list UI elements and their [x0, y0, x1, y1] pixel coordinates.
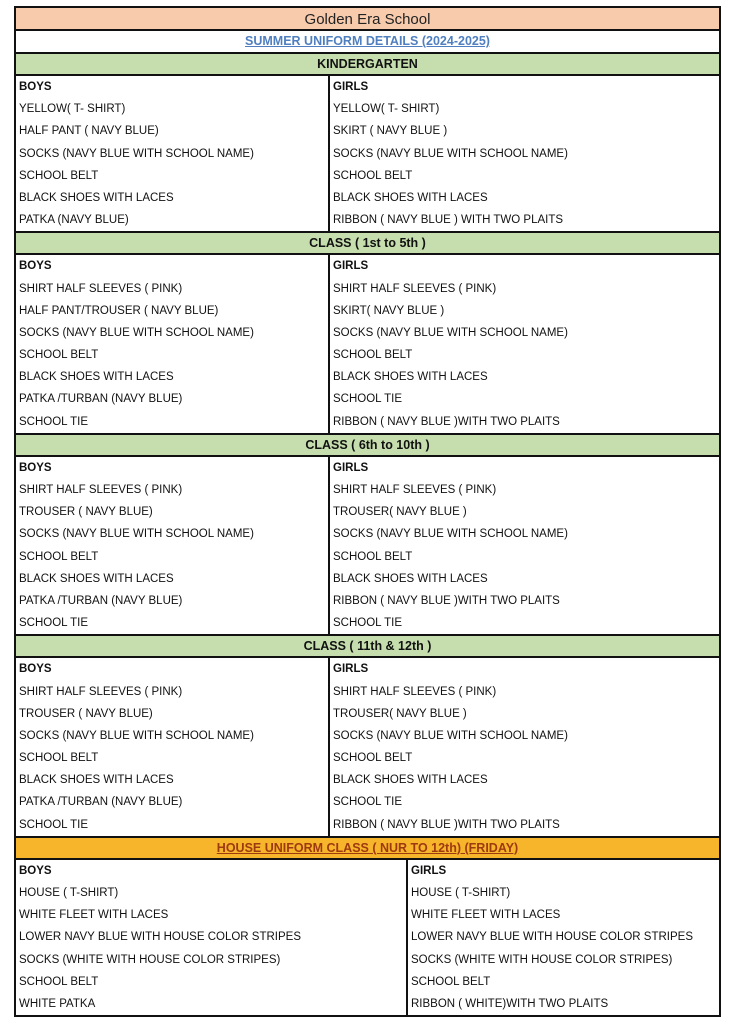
- boys-heading: BOYS: [19, 663, 52, 676]
- house-girls-item: RIBBON ( WHITE)WITH TWO PLAITS: [411, 997, 609, 1010]
- house-girls-item: HOUSE ( T-SHIRT): [411, 887, 511, 899]
- house-girls-item: LOWER NAVY BLUE WITH HOUSE COLOR STRIPES: [411, 931, 694, 944]
- girls-uniform-item: TROUSER( NAVY BLUE ): [333, 506, 467, 519]
- girls-uniform-item: SOCKS (NAVY BLUE WITH SCHOOL NAME): [333, 326, 568, 339]
- house-girls-column: [408, 860, 719, 1015]
- section-header: CLASS ( 1st to 5th ): [14, 233, 721, 255]
- boys-uniform-item: PATKA /TURBAN (NAVY BLUE): [19, 594, 183, 607]
- house-uniform-header: HOUSE UNIFORM CLASS ( NUR TO 12th) (FRIDAY): [14, 838, 721, 860]
- boys-uniform-item: SHIRT HALF SLEEVES ( PINK): [19, 685, 183, 698]
- girls-uniform-item: RIBBON ( NAVY BLUE )WITH TWO PLAITS: [333, 415, 560, 428]
- girls-uniform-item: SHIRT HALF SLEEVES ( PINK): [333, 484, 497, 496]
- girls-uniform-item: SOCKS (NAVY BLUE WITH SCHOOL NAME): [333, 528, 568, 541]
- house-boys-item: SOCKS (WHITE WITH HOUSE COLOR STRIPES): [19, 953, 281, 966]
- boys-uniform-item: BLACK SHOES WITH LACES: [19, 371, 174, 384]
- boys-column: [16, 76, 330, 231]
- girls-uniform-item: RIBBON ( NAVY BLUE )WITH TWO PLAITS: [333, 818, 560, 831]
- girls-uniform-item: RIBBON ( NAVY BLUE )WITH TWO PLAITS: [333, 594, 560, 607]
- house-girls-item: WHITE FLEET WITH LACES: [411, 909, 561, 922]
- section-header: CLASS ( 11th & 12th ): [14, 636, 721, 658]
- boys-uniform-item: SCHOOL BELT: [19, 752, 99, 765]
- boys-uniform-item: BLACK SHOES WITH LACES: [19, 572, 174, 585]
- boys-heading: BOYS: [19, 81, 52, 93]
- girls-uniform-item: SCHOOL BELT: [333, 550, 413, 563]
- girls-uniform-item: SOCKS (NAVY BLUE WITH SCHOOL NAME): [333, 729, 568, 742]
- boys-uniform-item: SHIRT HALF SLEEVES ( PINK): [19, 282, 183, 295]
- boys-uniform-item: SHIRT HALF SLEEVES ( PINK): [19, 484, 183, 496]
- girls-heading: GIRLS: [333, 663, 369, 676]
- house-girls-item: SCHOOL BELT: [411, 975, 491, 988]
- boys-uniform-item: TROUSER ( NAVY BLUE): [19, 707, 153, 720]
- boys-heading: BOYS: [19, 260, 52, 273]
- boys-uniform-item: SCHOOL BELT: [19, 169, 99, 182]
- girls-uniform-item: SHIRT HALF SLEEVES ( PINK): [333, 685, 497, 698]
- girls-column: [330, 255, 719, 433]
- girls-column: [330, 76, 719, 231]
- boys-uniform-item: SCHOOL TIE: [19, 818, 89, 831]
- girls-uniform-item: SCHOOL BELT: [333, 752, 413, 765]
- girls-heading: GIRLS: [411, 864, 447, 877]
- document-title: SUMMER UNIFORM DETAILS (2024-2025): [14, 31, 721, 54]
- boys-uniform-item: BLACK SHOES WITH LACES: [19, 774, 174, 787]
- boys-uniform-item: SOCKS (NAVY BLUE WITH SCHOOL NAME): [19, 147, 254, 160]
- boys-uniform-item: SOCKS (NAVY BLUE WITH SCHOOL NAME): [19, 729, 254, 742]
- school-name: Golden Era School: [14, 6, 721, 31]
- uniform-sections: [14, 54, 721, 838]
- boys-uniform-item: HALF PANT ( NAVY BLUE): [19, 125, 159, 138]
- house-boys-item: LOWER NAVY BLUE WITH HOUSE COLOR STRIPES: [19, 931, 302, 944]
- house-boys-item: WHITE PATKA: [19, 997, 96, 1010]
- boys-column: [16, 457, 330, 635]
- section-header: KINDERGARTEN: [14, 54, 721, 76]
- house-boys-item: SCHOOL BELT: [19, 975, 99, 988]
- section-block: [14, 255, 721, 435]
- girls-uniform-item: BLACK SHOES WITH LACES: [333, 774, 488, 787]
- boys-uniform-item: SCHOOL TIE: [19, 617, 89, 630]
- section-block: [14, 457, 721, 637]
- boys-uniform-item: SCHOOL BELT: [19, 349, 99, 362]
- girls-heading: GIRLS: [333, 81, 369, 93]
- house-girls-item: SOCKS (WHITE WITH HOUSE COLOR STRIPES): [411, 953, 673, 966]
- girls-uniform-item: SKIRT( NAVY BLUE ): [333, 304, 445, 317]
- section-block: [14, 658, 721, 838]
- boys-uniform-item: BLACK SHOES WITH LACES: [19, 191, 174, 204]
- boys-uniform-item: SCHOOL TIE: [19, 415, 89, 428]
- girls-uniform-item: BLACK SHOES WITH LACES: [333, 371, 488, 384]
- girls-uniform-item: RIBBON ( NAVY BLUE ) WITH TWO PLAITS: [333, 214, 564, 227]
- girls-uniform-item: SCHOOL TIE: [333, 796, 403, 809]
- girls-column: [330, 457, 719, 635]
- boys-column: [16, 255, 330, 433]
- girls-uniform-item: BLACK SHOES WITH LACES: [333, 191, 488, 204]
- girls-uniform-item: TROUSER( NAVY BLUE ): [333, 707, 467, 720]
- girls-uniform-item: SKIRT ( NAVY BLUE ): [333, 125, 448, 138]
- girls-uniform-item: SCHOOL BELT: [333, 349, 413, 362]
- boys-uniform-item: HALF PANT/TROUSER ( NAVY BLUE): [19, 304, 219, 317]
- girls-uniform-item: YELLOW( T- SHIRT): [333, 103, 440, 116]
- house-boys-column: [16, 860, 408, 1015]
- uniform-sheet: [14, 6, 721, 1017]
- house-boys-item: HOUSE ( T-SHIRT): [19, 887, 119, 899]
- boys-uniform-item: SCHOOL BELT: [19, 550, 99, 563]
- girls-uniform-item: SCHOOL BELT: [333, 169, 413, 182]
- girls-uniform-item: SCHOOL TIE: [333, 617, 403, 630]
- girls-uniform-item: SOCKS (NAVY BLUE WITH SCHOOL NAME): [333, 147, 568, 160]
- boys-uniform-item: PATKA /TURBAN (NAVY BLUE): [19, 796, 183, 809]
- girls-uniform-item: SHIRT HALF SLEEVES ( PINK): [333, 282, 497, 295]
- boys-column: [16, 658, 330, 836]
- boys-uniform-item: SOCKS (NAVY BLUE WITH SCHOOL NAME): [19, 528, 254, 541]
- boys-heading: BOYS: [19, 461, 52, 474]
- girls-uniform-item: SCHOOL TIE: [333, 393, 403, 406]
- boys-uniform-item: TROUSER ( NAVY BLUE): [19, 506, 153, 519]
- girls-column: [330, 658, 719, 836]
- section-header: CLASS ( 6th to 10th ): [14, 435, 721, 457]
- boys-uniform-item: PATKA (NAVY BLUE): [19, 214, 129, 227]
- boys-heading: BOYS: [19, 864, 52, 877]
- boys-uniform-item: YELLOW( T- SHIRT): [19, 103, 126, 116]
- house-uniform-block: [14, 860, 721, 1017]
- boys-uniform-item: SOCKS (NAVY BLUE WITH SCHOOL NAME): [19, 326, 254, 339]
- house-boys-item: WHITE FLEET WITH LACES: [19, 909, 169, 922]
- girls-uniform-item: BLACK SHOES WITH LACES: [333, 572, 488, 585]
- girls-heading: GIRLS: [333, 260, 369, 273]
- girls-heading: GIRLS: [333, 461, 369, 474]
- section-block: [14, 76, 721, 233]
- boys-uniform-item: PATKA /TURBAN (NAVY BLUE): [19, 393, 183, 406]
